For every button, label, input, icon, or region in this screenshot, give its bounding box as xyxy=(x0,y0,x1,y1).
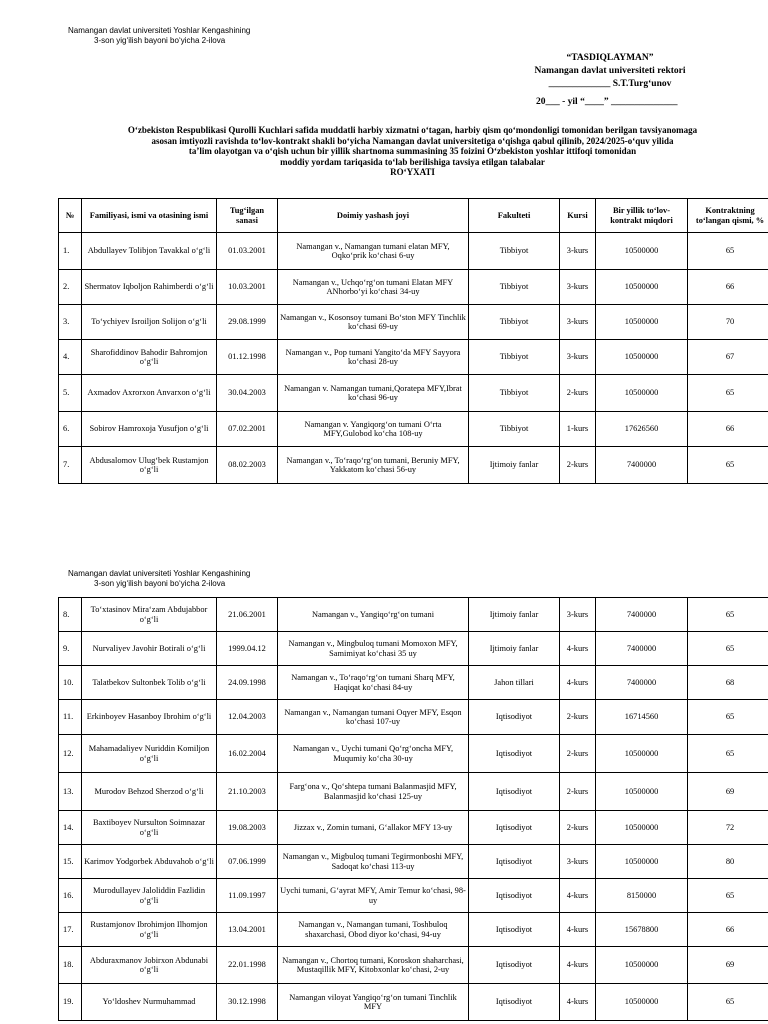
cell-num: 16. xyxy=(59,879,82,913)
cell-faculty: Tibbiyot xyxy=(469,270,560,305)
cell-birth: 22.01.1998 xyxy=(217,947,278,984)
cell-birth: 08.02.2003 xyxy=(217,447,278,484)
cell-fee: 10500000 xyxy=(596,375,688,412)
approval-signature: _____________ S.T.Turg‘unov xyxy=(548,79,672,89)
cell-fee: 10500000 xyxy=(596,947,688,984)
cell-address: Namangan v., Migbuloq tumani Tegirmonboshi MFY, Sadoqat ko‘chasi 113-uy xyxy=(278,845,469,879)
cell-birth: 24.09.1998 xyxy=(217,666,278,700)
cell-name: Talatbekov Sultonbek Tolib o‘g‘li xyxy=(82,666,217,700)
cell-birth: 30.12.1998 xyxy=(217,984,278,1021)
cell-num: 3. xyxy=(59,305,82,340)
cell-num: 15. xyxy=(59,845,82,879)
cell-birth: 01.03.2001 xyxy=(217,233,278,270)
title-line3: ta’lim olayotgan va o‘qish uchun bir yillik shartnoma summasining 35 foizini O‘zbekiston yoshlar ittifoqi tomonidan xyxy=(188,146,637,156)
cell-faculty: Iqtisodiyot xyxy=(469,984,560,1021)
cell-num: 10. xyxy=(59,666,82,700)
table-row xyxy=(59,447,768,484)
cell-course: 3-kurs xyxy=(560,598,596,632)
cell-name: Shermatov Iqboljon Rahimberdi o‘g‘li xyxy=(82,270,217,305)
cell-num: 18. xyxy=(59,947,82,984)
cell-percent: 80 xyxy=(688,845,768,879)
cell-birth: 10.03.2001 xyxy=(217,270,278,305)
cell-course: 2-kurs xyxy=(560,375,596,412)
cell-name: Erkinboyev Hasanboy Ibrohim o‘g‘li xyxy=(82,700,217,735)
cell-address: Namangan v., Yangiqo‘rg‘on tumani xyxy=(278,598,469,632)
cell-address: Namangan v. Namangan tumani,Qoratepa MFY,Ibrat ko‘chasi 96-uy xyxy=(278,375,469,412)
cell-address: Namangan v., Uchqo‘rg‘on tumani Elatan MFY ANhorbo‘yi ko‘chasi 34-uy xyxy=(278,270,469,305)
cell-course: 3-kurs xyxy=(560,270,596,305)
cell-fee: 7400000 xyxy=(596,632,688,666)
cell-address: Namangan v., Mingbuloq tumani Momoxon MFY, Samimiyat ko‘chasi 35 uy xyxy=(278,632,469,666)
title-line2: asosan imtiyozli ravishda to‘lov-kontrakt shakli bo‘yicha Namangan davlat universitetiga o‘qishga qabul qilinib, 2024/2025-o‘quv yilida xyxy=(151,135,674,146)
cell-fee: 10500000 xyxy=(596,735,688,773)
cell-fee: 10500000 xyxy=(596,811,688,845)
cell-num: 19. xyxy=(59,984,82,1021)
table-row xyxy=(59,598,768,632)
cell-course: 4-kurs xyxy=(560,632,596,666)
cell-num: 1. xyxy=(59,233,82,270)
cell-address: Namangan v., Kosonsoy tumani Bo‘ston MFY Tinchlik ko‘chasi 69-uy xyxy=(278,305,469,340)
students-table-page1 xyxy=(58,198,768,484)
cell-birth: 29.08.1999 xyxy=(217,305,278,340)
cell-percent: 68 xyxy=(688,666,768,700)
approval-block xyxy=(520,52,700,109)
cell-percent: 72 xyxy=(688,811,768,845)
header-note xyxy=(68,26,250,46)
table-row xyxy=(59,412,768,447)
cell-birth: 01.12.1998 xyxy=(217,340,278,375)
cell-percent: 65 xyxy=(688,700,768,735)
col-birth-header: Tug‘ilgan sanasi xyxy=(217,199,278,233)
cell-address: Namangan v., Namangan tumani, Toshbuloq shaxarchasi, Obod diyor ko‘chasi, 94-uy xyxy=(278,913,469,947)
cell-num: 13. xyxy=(59,773,82,811)
cell-num: 2. xyxy=(59,270,82,305)
cell-birth: 21.10.2003 xyxy=(217,773,278,811)
cell-percent: 65 xyxy=(688,233,768,270)
cell-fee: 10500000 xyxy=(596,233,688,270)
cell-percent: 65 xyxy=(688,632,768,666)
title-line5: RO‘YXATI xyxy=(390,167,435,177)
cell-num: 14. xyxy=(59,811,82,845)
cell-course: 3-kurs xyxy=(560,340,596,375)
cell-percent: 65 xyxy=(688,598,768,632)
cell-name: Mahamadaliyev Nuriddin Komiljon o‘g‘li xyxy=(82,735,217,773)
cell-name: Nurvaliyev Javohir Botirali o‘g‘li xyxy=(82,632,217,666)
cell-faculty: Jahon tillari xyxy=(469,666,560,700)
cell-course: 3-kurs xyxy=(560,845,596,879)
table-row xyxy=(59,773,768,811)
table-row xyxy=(59,879,768,913)
cell-percent: 66 xyxy=(688,913,768,947)
cell-name: To‘xtasinov Mira‘zam Abdujabbor o‘g‘li xyxy=(82,598,217,632)
table-row xyxy=(59,340,768,375)
cell-course: 1-kurs xyxy=(560,412,596,447)
cell-address: Namangan v., To‘raqo‘rg‘on tumani, Beruniy MFY, Yakkatom ko‘chasi 56-uy xyxy=(278,447,469,484)
cell-num: 9. xyxy=(59,632,82,666)
cell-num: 5. xyxy=(59,375,82,412)
cell-course: 4-kurs xyxy=(560,913,596,947)
cell-faculty: Tibbiyot xyxy=(469,340,560,375)
table-row xyxy=(59,947,768,984)
cell-course: 4-kurs xyxy=(560,666,596,700)
cell-fee: 7400000 xyxy=(596,447,688,484)
cell-fee: 7400000 xyxy=(596,598,688,632)
table-row xyxy=(59,984,768,1021)
cell-name: Baxtiboyev Nursulton Soimnazar o‘g‘li xyxy=(82,811,217,845)
col-fee-header: Bir yillik to‘lov-kontrakt miqdori xyxy=(596,199,688,233)
cell-address: Namangan v., Uychi tumani Qo‘rg‘oncha MFY, Muqumiy ko‘cha 30-uy xyxy=(278,735,469,773)
cell-num: 7. xyxy=(59,447,82,484)
cell-fee: 10500000 xyxy=(596,773,688,811)
cell-birth: 30.04.2003 xyxy=(217,375,278,412)
cell-name: Abduraxmanov Jobirxon Abdunabi o‘g‘li xyxy=(82,947,217,984)
cell-percent: 65 xyxy=(688,375,768,412)
cell-birth: 13.04.2001 xyxy=(217,913,278,947)
table-row xyxy=(59,375,768,412)
cell-address: Namangan v., To‘raqo‘rg‘on tumani Sharq MFY, Haqiqat ko‘chasi 84-uy xyxy=(278,666,469,700)
cell-name: Abdullayev Tolibjon Tavakkal o‘g‘li xyxy=(82,233,217,270)
cell-percent: 66 xyxy=(688,270,768,305)
cell-name: Abdusalomov Ulug‘bek Rustamjon o‘g‘li xyxy=(82,447,217,484)
cell-faculty: Iqtisodiyot xyxy=(469,913,560,947)
cell-course: 2-kurs xyxy=(560,735,596,773)
cell-faculty: Iqtisodiyot xyxy=(469,700,560,735)
table-row xyxy=(59,666,768,700)
cell-num: 12. xyxy=(59,735,82,773)
cell-faculty: Iqtisodiyot xyxy=(469,947,560,984)
cell-address: Jizzax v., Zomin tumani, G‘allakor MFY 13-uy xyxy=(278,811,469,845)
header-note-line2: 3-son yig‘ilish bayoni bo‘yicha 2-ilova xyxy=(94,36,226,45)
cell-birth: 1999.04.12 xyxy=(217,632,278,666)
cell-birth: 12.04.2003 xyxy=(217,700,278,735)
cell-percent: 69 xyxy=(688,947,768,984)
cell-percent: 66 xyxy=(688,412,768,447)
table-row xyxy=(59,811,768,845)
cell-birth: 07.06.1999 xyxy=(217,845,278,879)
cell-faculty: Iqtisodiyot xyxy=(469,773,560,811)
cell-address: Namangan v., Chortoq tumani, Koroskon shaharchasi, Mustaqillik MFY, Kitobxonlar ko‘chasi, 2-uy xyxy=(278,947,469,984)
cell-percent: 70 xyxy=(688,305,768,340)
cell-percent: 65 xyxy=(688,984,768,1021)
title-line4: moddiy yordam tariqasida to‘lab berilishiga tavsiya etilgan talabalar xyxy=(280,156,545,167)
table-row xyxy=(59,735,768,773)
cell-address: Namangan v., Pop tumani Yangito‘da MFY Sayyora ko‘chasi 28-uy xyxy=(278,340,469,375)
cell-birth: 16.02.2004 xyxy=(217,735,278,773)
cell-address: Namangan viloyat Yangiqo‘rg‘on tumani Tinchlik MFY xyxy=(278,984,469,1021)
cell-faculty: Ijtimoiy fanlar xyxy=(469,632,560,666)
header-note-page2 xyxy=(68,569,250,589)
cell-name: Sharofiddinov Bahodir Bahromjon o‘g‘li xyxy=(82,340,217,375)
cell-name: Murodullayev Jaloliddin Fazlidin o‘g‘li xyxy=(82,879,217,913)
cell-course: 3-kurs xyxy=(560,233,596,270)
header-note-line1: Namangan davlat universiteti Yoshlar Kengashining xyxy=(68,26,251,35)
cell-num: 17. xyxy=(59,913,82,947)
cell-course: 4-kurs xyxy=(560,947,596,984)
cell-num: 6. xyxy=(59,412,82,447)
table-body-page2 xyxy=(59,598,768,1021)
col-name-header: Familiyasi, ismi va otasining ismi xyxy=(82,199,217,233)
cell-birth: 11.09.1997 xyxy=(217,879,278,913)
cell-birth: 19.08.2003 xyxy=(217,811,278,845)
cell-fee: 16714560 xyxy=(596,700,688,735)
cell-address: Namangan v., Namangan tumani Oqyer MFY, Esqon ko‘chasi 107-uy xyxy=(278,700,469,735)
cell-faculty: Iqtisodiyot xyxy=(469,845,560,879)
table-row xyxy=(59,270,768,305)
table-header-row xyxy=(59,199,768,233)
cell-birth: 21.06.2001 xyxy=(217,598,278,632)
cell-fee: 10500000 xyxy=(596,270,688,305)
cell-percent: 67 xyxy=(688,340,768,375)
cell-name: Axmadov Axrorxon Anvarxon o‘g‘li xyxy=(82,375,217,412)
cell-percent: 69 xyxy=(688,773,768,811)
cell-address: Uychi tumani, G‘ayrat MFY, Amir Temur ko‘chasi, 98-uy xyxy=(278,879,469,913)
cell-fee: 10500000 xyxy=(596,305,688,340)
cell-faculty: Ijtimoiy fanlar xyxy=(469,598,560,632)
cell-faculty: Tibbiyot xyxy=(469,412,560,447)
col-num-header: № xyxy=(59,199,82,233)
cell-address: Namangan v., Namangan tumani elatan MFY, Oqko‘prik ko‘chasi 6-uy xyxy=(278,233,469,270)
cell-faculty: Iqtisodiyot xyxy=(469,879,560,913)
approval-date: 20___ - yil “____” ______________ xyxy=(536,97,678,107)
cell-fee: 8150000 xyxy=(596,879,688,913)
table-row xyxy=(59,632,768,666)
cell-name: Sobirov Hamroxoja Yusufjon o‘g‘li xyxy=(82,412,217,447)
cell-course: 2-kurs xyxy=(560,447,596,484)
table-row xyxy=(59,913,768,947)
cell-name: To‘ychiyev Isroiljon Solijon o‘g‘li xyxy=(82,305,217,340)
cell-birth: 07.02.2001 xyxy=(217,412,278,447)
cell-percent: 65 xyxy=(688,447,768,484)
cell-course: 2-kurs xyxy=(560,773,596,811)
table-row xyxy=(59,305,768,340)
students-table-page2 xyxy=(58,597,768,1021)
title-line1: O‘zbekiston Respublikasi Qurolli Kuchlari safida muddatli harbiy xizmatni o‘tagan, harbiy qism qo‘mondonligi tomonidan berilgan tavsiyanomaga xyxy=(127,125,698,135)
cell-name: Yo‘ldoshev Nurmuhammad xyxy=(82,984,217,1021)
cell-faculty: Tibbiyot xyxy=(469,305,560,340)
cell-name: Karimov Yodgorbek Abduvahob o‘g‘li xyxy=(82,845,217,879)
cell-percent: 65 xyxy=(688,735,768,773)
cell-course: 4-kurs xyxy=(560,984,596,1021)
cell-percent: 65 xyxy=(688,879,768,913)
cell-fee: 10500000 xyxy=(596,984,688,1021)
cell-fee: 10500000 xyxy=(596,845,688,879)
cell-course: 2-kurs xyxy=(560,811,596,845)
cell-name: Murodov Behzod Sherzod o‘g‘li xyxy=(82,773,217,811)
table-row xyxy=(59,845,768,879)
table-row xyxy=(59,700,768,735)
cell-fee: 15678800 xyxy=(596,913,688,947)
cell-num: 4. xyxy=(59,340,82,375)
table-row xyxy=(59,233,768,270)
cell-faculty: Iqtisodiyot xyxy=(469,735,560,773)
document-title xyxy=(60,125,765,178)
table-body-page1 xyxy=(59,233,768,484)
cell-fee: 17626560 xyxy=(596,412,688,447)
col-course-header: Kursi xyxy=(560,199,596,233)
cell-course: 2-kurs xyxy=(560,700,596,735)
cell-faculty: Iqtisodiyot xyxy=(469,811,560,845)
col-percent-header: Kontraktning to‘langan qismi, % xyxy=(688,199,768,233)
header-note-page2-line1: Namangan davlat universiteti Yoshlar Kengashining xyxy=(68,569,251,578)
cell-faculty: Ijtimoiy fanlar xyxy=(469,447,560,484)
cell-name: Rustamjonov Ibrohimjon Ilhomjon o‘g‘li xyxy=(82,913,217,947)
header-note-page2-line2: 3-son yig‘ilish bayoni bo‘yicha 2-ilova xyxy=(94,579,226,588)
cell-address: Namangan v. Yangiqorg‘on tumani O‘rta MFY,Gulobod ko‘cha 108-uy xyxy=(278,412,469,447)
cell-fee: 7400000 xyxy=(596,666,688,700)
col-faculty-header: Fakulteti xyxy=(469,199,560,233)
cell-course: 3-kurs xyxy=(560,305,596,340)
cell-faculty: Tibbiyot xyxy=(469,233,560,270)
cell-course: 4-kurs xyxy=(560,879,596,913)
col-address-header: Doimiy yashash joyi xyxy=(278,199,469,233)
cell-address: Farg‘ona v., Qo‘shtepa tumani Balanmasjid MFY, Balanmasjid ko‘chasi 125-uy xyxy=(278,773,469,811)
cell-num: 11. xyxy=(59,700,82,735)
approval-title: “TASDIQLAYMAN” xyxy=(566,53,654,63)
cell-fee: 10500000 xyxy=(596,340,688,375)
approval-position: Namangan davlat universiteti rektori xyxy=(534,66,686,76)
cell-faculty: Tibbiyot xyxy=(469,375,560,412)
cell-num: 8. xyxy=(59,598,82,632)
